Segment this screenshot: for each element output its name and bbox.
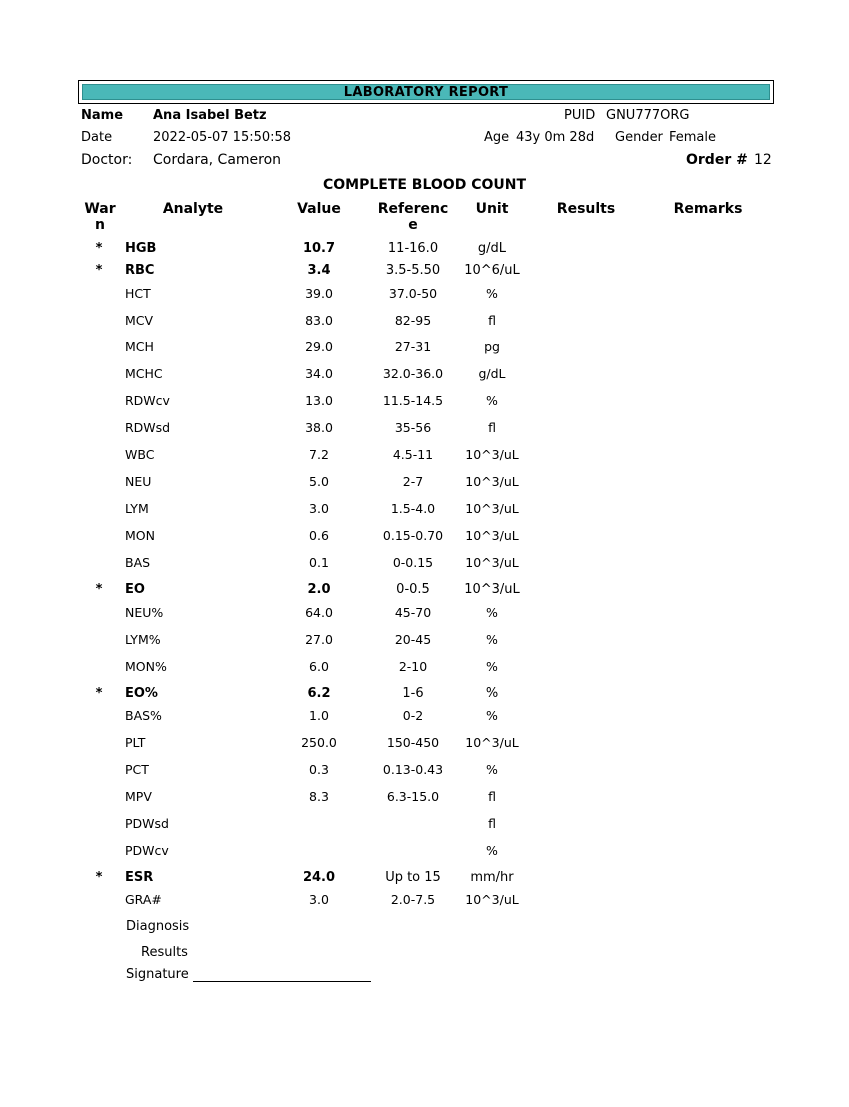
analyte-value: 3.4	[307, 263, 331, 278]
reference-range: 0.15-0.70	[382, 528, 444, 543]
warn-flag: *	[95, 870, 103, 885]
unit: %	[485, 686, 499, 701]
table-row	[0, 286, 849, 304]
col-unit-header: Unit	[475, 201, 509, 217]
analyte-name: BAS%	[125, 708, 162, 723]
analyte-name: RDWsd	[125, 420, 171, 435]
analyte-value: 83.0	[305, 313, 333, 328]
reference-range: 2.0-7.5	[390, 892, 436, 907]
age-value: 43y 0m 28d	[516, 130, 595, 145]
col-reference-header-line2: e	[408, 217, 418, 233]
reference-range: 45-70	[394, 605, 432, 620]
unit: g/dL	[478, 366, 506, 381]
table-row	[0, 582, 849, 600]
reference-range: 0-0.5	[396, 582, 430, 597]
unit: 10^3/uL	[465, 474, 519, 489]
unit: 10^3/uL	[465, 892, 519, 907]
reference-range: 0-0.15	[392, 555, 434, 570]
analyte-name: GRA#	[125, 892, 162, 907]
table-row	[0, 605, 849, 623]
warn-flag: *	[95, 582, 103, 597]
analyte-value: 8.3	[309, 789, 329, 804]
table-row	[0, 555, 849, 573]
table-row	[0, 339, 849, 357]
analyte-value: 250.0	[301, 735, 337, 750]
analyte-name: PDWcv	[125, 843, 169, 858]
reference-range: 1.5-4.0	[390, 501, 436, 516]
analyte-name: HGB	[125, 241, 157, 256]
analyte-value: 29.0	[305, 339, 333, 354]
section-title: COMPLETE BLOOD COUNT	[322, 177, 527, 193]
reference-range: 35-56	[394, 420, 432, 435]
unit: 10^3/uL	[465, 735, 519, 750]
unit: 10^3/uL	[464, 582, 520, 597]
unit: fl	[488, 313, 496, 328]
reference-range: 82-95	[394, 313, 432, 328]
col-warn-header-line2: n	[95, 217, 105, 233]
analyte-value: 3.0	[309, 501, 329, 516]
analyte-name: NEU%	[125, 605, 164, 620]
reference-range: 0-2	[402, 708, 424, 723]
table-row	[0, 789, 849, 807]
puid-value: GNU777ORG	[606, 108, 690, 123]
analyte-name: LYM%	[125, 632, 161, 647]
col-reference-header-line1: Referenc	[377, 201, 449, 217]
unit: %	[486, 393, 498, 408]
analyte-name: MON	[125, 528, 155, 543]
reference-range: 11-16.0	[387, 241, 439, 256]
unit: 10^3/uL	[465, 447, 519, 462]
reference-range: 2-10	[398, 659, 428, 674]
order-label: Order #	[686, 152, 748, 168]
table-row	[0, 420, 849, 438]
report-banner	[78, 80, 774, 104]
table-row	[0, 501, 849, 519]
analyte-value: 10.7	[302, 241, 336, 256]
unit: 10^3/uL	[465, 528, 519, 543]
analyte-name: PDWsd	[125, 816, 169, 831]
analyte-name: MON%	[125, 659, 167, 674]
table-row	[0, 263, 849, 281]
unit: g/dL	[477, 241, 507, 256]
unit: pg	[484, 339, 500, 354]
analyte-name: EO	[125, 582, 145, 597]
analyte-value: 34.0	[305, 366, 333, 381]
warn-flag: *	[95, 241, 103, 256]
table-row	[0, 762, 849, 780]
analyte-value: 24.0	[302, 870, 336, 885]
reference-range: 11.5-14.5	[382, 393, 444, 408]
analyte-name: WBC	[125, 447, 155, 462]
unit: mm/hr	[470, 870, 514, 885]
signature-line	[193, 969, 371, 982]
doctor-label: Doctor:	[81, 152, 133, 168]
reference-range: 37.0-50	[388, 286, 438, 301]
unit: 10^3/uL	[465, 501, 519, 516]
unit: %	[486, 632, 498, 647]
analyte-value: 5.0	[309, 474, 329, 489]
unit: fl	[488, 420, 496, 435]
table-row	[0, 474, 849, 492]
analyte-value: 0.6	[309, 528, 329, 543]
order-value: 12	[754, 152, 772, 168]
name-label: Name	[81, 108, 124, 123]
table-row	[0, 892, 849, 910]
table-row	[0, 447, 849, 465]
analyte-value: 38.0	[305, 420, 333, 435]
col-results-header: Results	[556, 201, 616, 217]
gender-label: Gender	[615, 130, 663, 145]
table-row	[0, 843, 849, 861]
table-row	[0, 366, 849, 384]
col-reference-header	[373, 201, 453, 233]
reference-range: 20-45	[394, 632, 432, 647]
analyte-name: RDWcv	[125, 393, 170, 408]
table-row	[0, 313, 849, 331]
signature-label: Signature	[126, 967, 189, 982]
date-value: 2022-05-07 15:50:58	[153, 130, 292, 145]
col-value-header: Value	[297, 201, 341, 217]
analyte-name: RBC	[125, 263, 155, 278]
table-row	[0, 632, 849, 650]
reference-range: 150-450	[386, 735, 440, 750]
analyte-name: BAS	[125, 555, 151, 570]
analyte-name: NEU	[125, 474, 152, 489]
col-warn-header-line1: War	[84, 201, 116, 217]
analyte-value: 13.0	[305, 393, 333, 408]
table-row	[0, 659, 849, 677]
analyte-name: MCH	[125, 339, 154, 354]
analyte-value: 0.1	[309, 555, 329, 570]
puid-label: PUID	[564, 108, 596, 123]
unit: %	[486, 843, 498, 858]
analyte-name: PCT	[125, 762, 149, 777]
reference-range: 27-31	[394, 339, 432, 354]
warn-flag: *	[95, 263, 103, 278]
unit: %	[486, 762, 498, 777]
table-row	[0, 393, 849, 411]
analyte-name: MCHC	[125, 366, 163, 381]
unit: %	[486, 605, 498, 620]
analyte-value: 2.0	[307, 582, 331, 597]
table-row	[0, 686, 849, 704]
table-row	[0, 735, 849, 753]
table-row	[0, 870, 849, 888]
analyte-value: 64.0	[305, 605, 333, 620]
analyte-name: PLT	[125, 735, 146, 750]
analyte-value: 39.0	[305, 286, 333, 301]
date-label: Date	[81, 130, 113, 145]
analyte-value: 0.3	[309, 762, 329, 777]
analyte-name: MPV	[125, 789, 152, 804]
col-remarks-header: Remarks	[673, 201, 743, 217]
analyte-name: EO%	[125, 686, 158, 701]
analyte-value: 1.0	[309, 708, 329, 723]
reference-range: 0.13-0.43	[382, 762, 444, 777]
analyte-value: 27.0	[305, 632, 333, 647]
doctor-value: Cordara, Cameron	[153, 152, 282, 168]
age-label: Age	[484, 130, 510, 145]
reference-range: 3.5-5.50	[385, 263, 441, 278]
table-row	[0, 708, 849, 726]
diagnosis-label: Diagnosis	[126, 919, 190, 934]
unit: fl	[488, 789, 496, 804]
analyte-name: MCV	[125, 313, 154, 328]
unit: 10^6/uL	[464, 263, 520, 278]
reference-range: 1-6	[402, 686, 424, 701]
unit: 10^3/uL	[465, 555, 519, 570]
gender-value: Female	[669, 130, 717, 145]
analyte-name: LYM	[125, 501, 149, 516]
reference-range: 4.5-11	[392, 447, 434, 462]
patient-name: Ana Isabel Betz	[153, 108, 267, 123]
table-row	[0, 241, 849, 259]
unit: fl	[488, 816, 496, 831]
unit: %	[486, 286, 498, 301]
reference-range: Up to 15	[385, 870, 441, 885]
reference-range: 32.0-36.0	[382, 366, 444, 381]
col-warn-header	[80, 201, 120, 233]
col-analyte-header: Analyte	[162, 201, 224, 217]
unit: %	[486, 708, 498, 723]
table-row	[0, 816, 849, 834]
analyte-name: HCT	[125, 286, 151, 301]
analyte-name: ESR	[125, 870, 154, 885]
analyte-value: 3.0	[309, 892, 329, 907]
reference-range: 6.3-15.0	[386, 789, 440, 804]
analyte-value: 6.2	[307, 686, 331, 701]
unit: %	[486, 659, 498, 674]
analyte-value: 6.0	[309, 659, 329, 674]
reference-range: 2-7	[402, 474, 424, 489]
analyte-value: 7.2	[309, 447, 329, 462]
report-title: LABORATORY REPORT	[82, 84, 770, 100]
signature-field	[126, 967, 371, 982]
table-row	[0, 528, 849, 546]
warn-flag: *	[95, 686, 103, 701]
results-label: Results	[141, 945, 188, 960]
